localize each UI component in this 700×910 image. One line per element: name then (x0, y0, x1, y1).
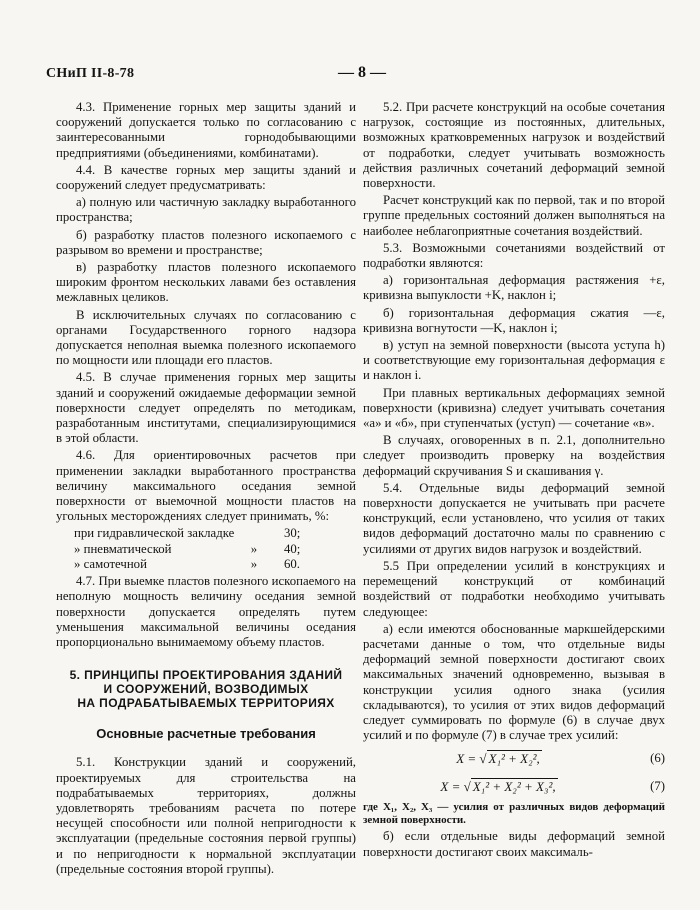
combo-b: б) горизонтальная деформация сжатия —ε, кривизна вогнутости —K, наклон i; (363, 305, 665, 335)
item-b-deformations: б) если отдельные виды деформаций земной поверхности достигают своих максималь- (363, 829, 665, 859)
subsidence-table (56, 526, 356, 572)
document-code: СНиП II-8-78 (46, 66, 135, 81)
section-title: 5. ПРИНЦИПЫ ПРОЕКТИРОВАНИЯ ЗДАНИЙ И СООРУЖЕНИЙ, ВОЗВОДИМЫХ НА ПОДРАБАТЫВАЕМЫХ ТЕРРИТОРИЯХ (69, 668, 343, 711)
item-a-surveying: а) если имеются обоснованные маркшейдерскими расчетами данные о том, что отдельные виды деформаций земной поверхности достигают своих максимальных значений одновременно, вызывая в конструкции усилия одного знака (усилия складываются), то усилия от этих видов деформаций следует суммировать по формуле (6) в случае двух усилий и по формуле (7) в случае трех усилий: (363, 621, 665, 743)
formula-note: где X₁, X₂, X₃ — усилия от различных видов деформаций земной поверхности. (363, 801, 665, 827)
item-a: а) полную или частичную закладку выработанного пространства; (56, 195, 356, 225)
combo-a: а) горизонтальная деформация растяжения +ε, кривизна выпуклости +K, наклон i; (363, 273, 665, 303)
table-row: » самотечной » 60. (74, 556, 300, 571)
clause-4-3: 4.3. Применение горных мер защиты зданий и сооружений допускается только по согласованию с заинтересованными горнодобывающими предприятиями (объединениями, комбинатами). (56, 100, 356, 160)
right-column (363, 100, 665, 862)
combo-c: в) уступ на земной поверхности (высота уступа h) и соответствующие ему горизонтальная деформация ε и наклон i. (363, 338, 665, 383)
clause-4-4: 4.4. В качестве горных мер защиты зданий и сооружений следует предусматривать: (56, 162, 356, 193)
cases-paragraph: В случаях, оговоренных в п. 2.1, дополнительно следует производить проверку на воздействия деформаций скручивания S и скашивания γ. (363, 433, 665, 478)
clause-5-4: 5.4. Отдельные виды деформаций земной поверхности допускается не учитывать при расчете конструкций, если установлено, что усилия от таких видов деформаций достаточно малы по сравнению с усилиями от других видов нагрузок и воздействий. (363, 480, 665, 556)
section-subtitle: Основные расчетные требования (96, 726, 316, 742)
calc-paragraph: Расчет конструкций как по первой, так и по второй группе предельных состояний должен выполняться на наиболее неблагоприятные сочетания воздействий. (363, 193, 665, 238)
table-row: » пневматической » 40; (74, 541, 301, 556)
clause-5-3: 5.3. Возможными сочетаниями воздействий от подработки являются: (363, 240, 665, 271)
clause-5-5: 5.5 При определении усилий в конструкциях и перемещений конструкций от комбинаций воздействий от подработки необходимо учитывать следующее: (363, 558, 665, 619)
clause-4-6: 4.6. Для ориентировочных расчетов при применении закладки выработанного пространства величину максимального оседания земной поверхности от выемочной мощности пластов на угольных месторождениях следует принимать, %: (56, 448, 356, 524)
left-column (56, 100, 356, 879)
clause-5-1: 5.1. Конструкции зданий и сооружений, проектируемых для строительства на подрабатываемых территориях, должны удовлетворять требованиям расчета по потере несущей способности или полной непригодности к эксплуатации (предельные состояния первой группы) и по непригодности к нормальной эксплуатации (предельные состояния второй группы). (56, 755, 356, 876)
clause-4-7: 4.7. При выемке пластов полезного ископаемого на неполную мощность величину оседания земной поверхности допускается определять путем уменьшения максимальной величины оседания пропорционально вынимаемому объему пластов. (56, 574, 356, 649)
page-number: — 8 — (338, 64, 386, 81)
formula-6: X = √ X₁² + X₂², (6) (456, 750, 665, 766)
smooth-deformation-paragraph: При плавных вертикальных деформациях земной поверхности (кривизна) следует учитывать сочетания «а» и «б», при ступенчатых (уступ) — сочетание «в». (363, 385, 665, 431)
formula-7: X = √ X₁² + X₂² + X₃², (7) (440, 778, 665, 794)
clause-5-2: 5.2. При расчете конструкций на особые сочетания нагрузок, состоящие из постоянных, длительных, возможных кратковременных нагрузок и воздействий от подработки, следует учитывать возможность действия различных сочетаний деформаций земной поверхности. (363, 100, 665, 191)
item-b: б) разработку пластов полезного ископаемого с разрывом во времени и пространстве; (56, 227, 356, 257)
exception-paragraph: В исключительных случаях по согласованию с органами Государственного горного надзора допускается неполная выемка полезного ископаемого по мощности или площади его пластов. (56, 307, 356, 368)
item-c: в) разработку пластов полезного ископаемого широким фронтом нескольких лавами без оставления межлавных целиков. (56, 260, 356, 305)
table-row: при гидравлической закладке 30; (74, 526, 301, 541)
clause-4-5: 4.5. В случае применения горных мер защиты зданий и сооружений ожидаемые деформации земной поверхности следует определять по методикам, разработанным институтами, специализирующимися в этой области. (56, 370, 356, 446)
